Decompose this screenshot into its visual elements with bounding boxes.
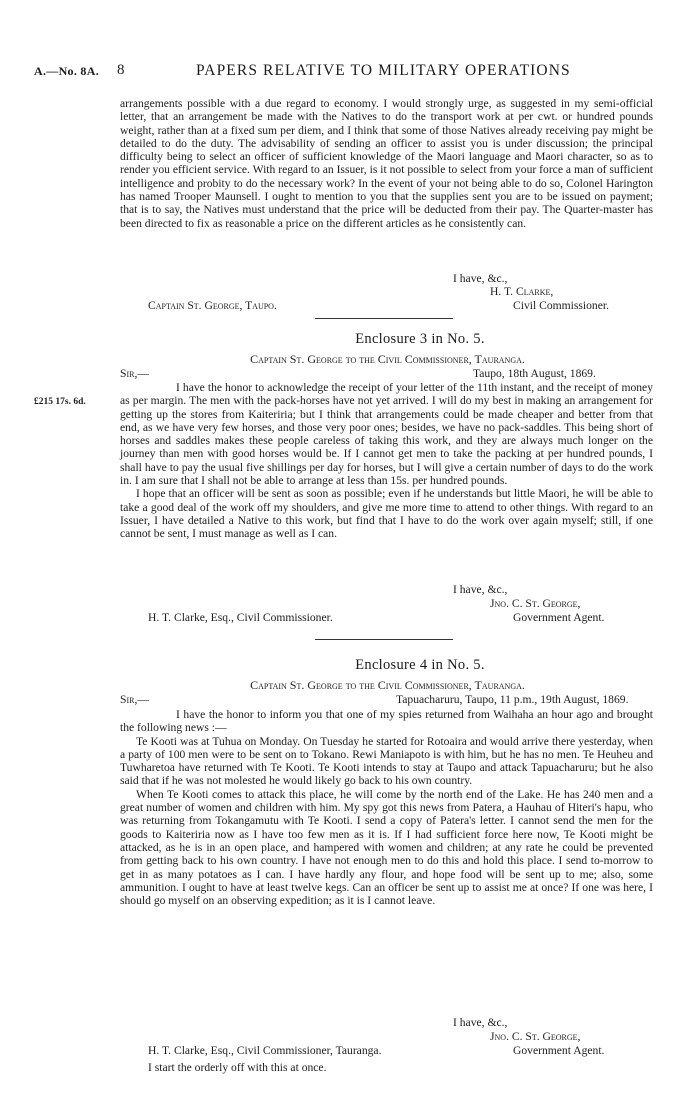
- enclosure-3-paragraph-1: I have the honor to acknowledge the receipt of your letter of the 11th instant, and the receipt of money as per margin. The men with the pack-horses have not yet arrived. I will do my best in making an arrangement for getting up the stores from Kaiteriria; but I think that arrangements could be made cheaper and better from that end, as we have very few horses, and those very poor ones; besides, we have no pack-saddles. This being short of horses and saddles makes these people careless of taking this work, and they are always much longer on the journey than men with good horses would be. If I cannot get men to take the packing at per hundred pounds, I shall have to pay the usual five shillings per day for horses, but I will give a certain number of days to do the work in. I am sure that I shall not be able to arrange at less than 15s. per hundred pounds.: [120, 381, 653, 488]
- enclosure-4-body: [120, 708, 653, 907]
- document-reference: A.—No. 8A.: [34, 64, 99, 78]
- enclosure-3-signature-title: Government Agent.: [513, 611, 605, 624]
- enclosure-4-paragraph-1: I have the honor to inform you that one of my spies returned from Waihaha an hour ago and brought the following news :—: [120, 708, 653, 735]
- enclosure-3-paragraph-2: I hope that an officer will be sent as soon as possible; even if he understands but little Maori, he will be able to take a good deal of the work off my shoulders, and give me more time to attend to other things. With regard to an Issuer, I have detailed a Native to this work, but find that I have to do the work over again myself; still, if one cannot be sent, I must manage as well as I can.: [120, 487, 653, 541]
- letter1-signature: H. T. Clarke,: [490, 285, 554, 298]
- enclosure-3-addressee: H. T. Clarke, Esq., Civil Commissioner.: [148, 611, 333, 624]
- letter-continuation-body: [120, 97, 653, 285]
- letter1-addressee: Captain St. George, Taupo.: [148, 299, 277, 312]
- enclosure-4-closing: I have, &c.,: [453, 1016, 508, 1029]
- page-title: PAPERS RELATIVE TO MILITARY OPERATIONS: [196, 62, 571, 79]
- enclosure-4-signature: Jno. C. St. George,: [490, 1030, 581, 1043]
- section-divider: [315, 639, 453, 640]
- enclosure-3-closing: I have, &c.,: [453, 583, 508, 596]
- enclosure-3-body: [120, 381, 653, 541]
- enclosure-3-salutation: Sir,—: [120, 367, 149, 380]
- letter1-closing: I have, &c.,: [453, 272, 508, 285]
- enclosure-3-dateline: Taupo, 18th August, 1869.: [473, 367, 596, 380]
- enclosure-4-paragraph-2: Te Kooti was at Tuhua on Monday. On Tuesday he started for Rotoaira and would arrive there yesterday, when a party of 100 men were to be sent on to Tokano. Rewi Maniapoto is with him, but he has no men. Te Heuheu and Tuwharetoa have returned with Te Kooti. Te Kooti intends to stay at Taupo and attack Tapuacharuru; but he also said that if he was not molested he would likely go back to his own country.: [120, 734, 653, 788]
- enclosure-4-subheading: Captain St. George to the Civil Commissioner, Tauranga.: [250, 678, 525, 692]
- enclosure-4-dateline: Tapuacharuru, Taupo, 11 p.m., 19th August, 1869.: [396, 693, 629, 706]
- enclosure-3-salutation-row: [0, 367, 700, 381]
- letter-continuation-text: arrangements possible with a due regard to economy. I would strongly urge, as suggested in my semi-official letter, that an arrangement be made with the Natives to do the transport work at per cwt. or hundred pounds weight, rather than at a fixed sum per diem, and I think that some of those Natives already receiving pay might be detailed to do the duty. The advisability of sending an officer to assist you is under discussion; the principal difficulty being to select an officer of sufficient knowledge of the Maori language and Maori character, so as to render you efficient service. With regard to an Issuer, is it not possible to select from your force a man of sufficient intelligence and probity to do the necessary work? In the event of your not being able to do so, Colonel Harington has named Trooper Maunsell. I ought to mention to you that the supplies sent you are to be issued on payment; that is to say, the Natives must understand that the price will be deducted from their pay. The Quarter-master has been directed to fix as reasonable a price on the different articles as he consistently can.: [120, 97, 653, 230]
- enclosure-4-addressee: H. T. Clarke, Esq., Civil Commissioner, Tauranga.: [148, 1044, 382, 1057]
- enclosure-3-subheading: Captain St. George to the Civil Commissioner, Tauranga.: [250, 352, 525, 366]
- enclosure-4-postscript: I start the orderly off with this at once.: [148, 1061, 327, 1074]
- enclosure-4-salutation-row: [0, 693, 700, 707]
- enclosure-4-heading: Enclosure 4 in No. 5.: [355, 657, 485, 673]
- running-header: [0, 62, 700, 82]
- enclosure-4-signature-title: Government Agent.: [513, 1044, 605, 1057]
- letter1-signature-title: Civil Commissioner.: [513, 299, 609, 312]
- enclosure-3-heading: Enclosure 3 in No. 5.: [355, 331, 485, 347]
- page-number: 8: [117, 62, 125, 78]
- enclosure-3-signature: Jno. C. St. George,: [490, 597, 581, 610]
- enclosure-4-salutation: Sir,—: [120, 693, 149, 706]
- margin-note-amount: £215 17s. 6d.: [34, 397, 86, 407]
- section-divider: [315, 318, 453, 319]
- enclosure-4-paragraph-3: When Te Kooti comes to attack this place, he will come by the north end of the Lake. He has 240 men and a great number of women and children with him. My spy got this news from Patera, a Hauhau of Hiteri's hapu, who was returning from Tokangamutu with Te Kooti. I send a copy of Patera's letter. I cannot send the men for the goods to Kaiteriria now as I have too few men as it is. If I had sufficient force here now, Te Kooti might be attacked, as he is in an open place, and hampered with women and children; at any rate he could be prevented from getting back to his own country. I have not enough men to do this and hold this place. I send to-morrow to get in as many potatoes as I can. I have hardly any flour, and hope food will be sent up to me; also, some ammunition. I ought to have at least twelve kegs. Can an officer be sent up to assist me at once? If one was here, I should go myself on an observing expedition; as it is I cannot leave.: [120, 787, 653, 908]
